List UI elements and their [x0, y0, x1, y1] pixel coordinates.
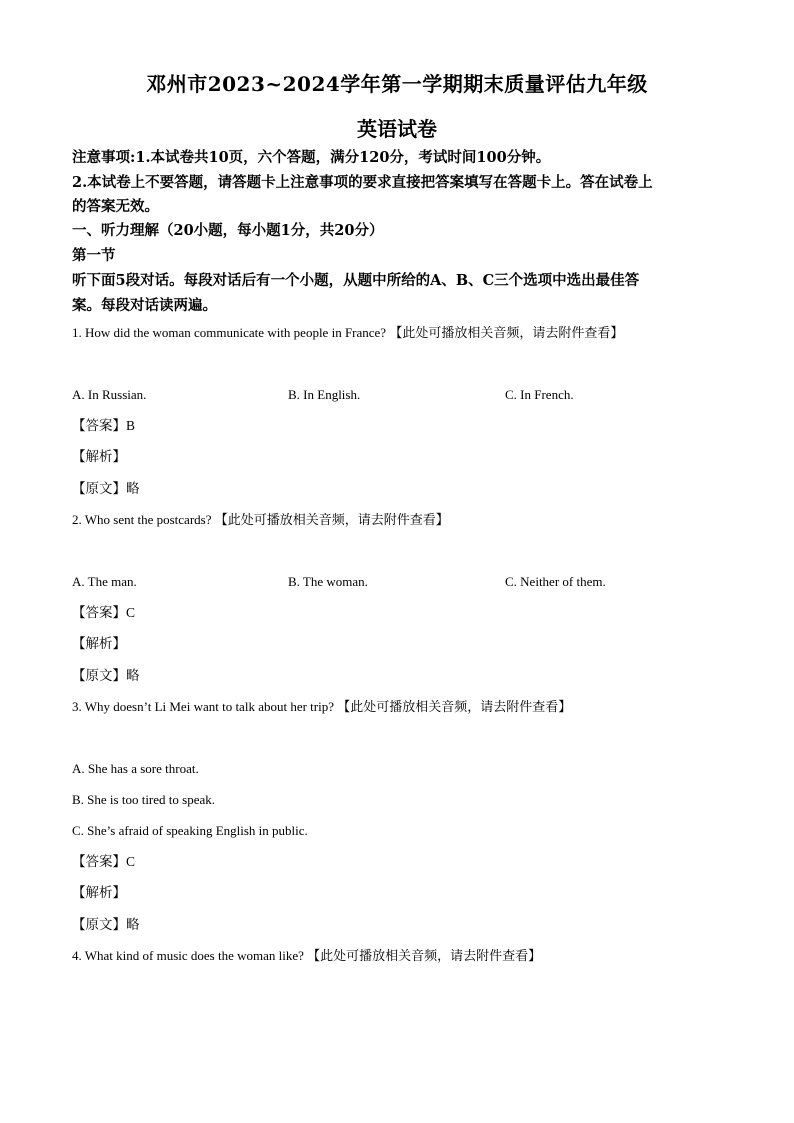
answer-label: 【答案】 — [72, 605, 126, 621]
section-part: 第一节 — [72, 247, 116, 264]
question-stem: 2. Who sent the postcards? — [72, 512, 212, 527]
audio-note[interactable]: 【此处可播放相关音频，请去附件查看】 — [307, 949, 542, 964]
section-heading: 一、听力理解（20小题，每小题1分，共20分） — [72, 222, 384, 239]
option-b: B. She is too tired to speak. — [72, 792, 215, 807]
original-line — [72, 479, 140, 499]
analysis-label: 【解析】 — [72, 449, 126, 465]
answer-value: B — [126, 418, 136, 433]
option-c: C. She’s afraid of speaking English in public. — [72, 823, 308, 838]
question-stem: 4. What kind of music does the woman like? — [72, 948, 304, 963]
instruction-line-1: 听下面5段对话。每段对话后有一个小题，从题中所给的A、B、C三个选项中选出最佳答 — [72, 272, 640, 289]
option-a: A. She has a sore throat. — [72, 761, 199, 776]
answer-label: 【答案】 — [72, 854, 126, 870]
exam-subtitle: 英语试卷 — [357, 117, 437, 141]
original-label: 【原文】 — [72, 917, 126, 933]
question-3 — [72, 697, 732, 718]
instruction-line-2: 案。每段对话读两遍。 — [72, 297, 217, 314]
question-stem: 3. Why doesn’t Li Mei want to talk about her trip? — [72, 699, 334, 714]
question-stem: 1. How did the woman communicate with people in France? — [72, 325, 387, 340]
option-a: A. The man. — [72, 574, 137, 589]
answer-line — [72, 852, 135, 872]
option-c: C. In French. — [505, 387, 574, 402]
question-2 — [72, 510, 732, 531]
original-label: 【原文】 — [72, 481, 126, 497]
answer-value: C — [126, 854, 136, 869]
original-value: 略 — [126, 917, 140, 933]
original-label: 【原文】 — [72, 668, 126, 684]
exam-title: 邓州市2023~2024学年第一学期期末质量评估九年级 — [146, 72, 648, 96]
audio-note[interactable]: 【此处可播放相关音频，请去附件查看】 — [214, 513, 449, 528]
original-line — [72, 666, 140, 686]
option-a: A. In Russian. — [72, 387, 147, 402]
notes-line-1: 注意事项:1.本试卷共10页，六个答题，满分120分，考试时间100分钟。 — [72, 149, 551, 166]
answer-line — [72, 416, 135, 436]
question-1 — [72, 323, 732, 344]
original-line — [72, 915, 140, 935]
analysis-label: 【解析】 — [72, 885, 126, 901]
analysis-label: 【解析】 — [72, 636, 126, 652]
original-value: 略 — [126, 481, 140, 497]
audio-note[interactable]: 【此处可播放相关音频，请去附件查看】 — [337, 700, 572, 715]
option-b: B. In English. — [288, 387, 361, 402]
audio-note[interactable]: 【此处可播放相关音频，请去附件查看】 — [389, 326, 624, 341]
notes-line-2: 2.本试卷上不要答题，请答题卡上注意事项的要求直接把答案填写在答题卡上。答在试卷上 — [72, 174, 653, 191]
answer-line — [72, 603, 135, 623]
option-c: C. Neither of them. — [505, 574, 606, 589]
notes-line-3: 的答案无效。 — [72, 198, 159, 215]
answer-value: C — [126, 605, 136, 620]
answer-label: 【答案】 — [72, 418, 126, 434]
original-value: 略 — [126, 668, 140, 684]
option-b: B. The woman. — [288, 574, 368, 589]
question-4 — [72, 946, 732, 967]
